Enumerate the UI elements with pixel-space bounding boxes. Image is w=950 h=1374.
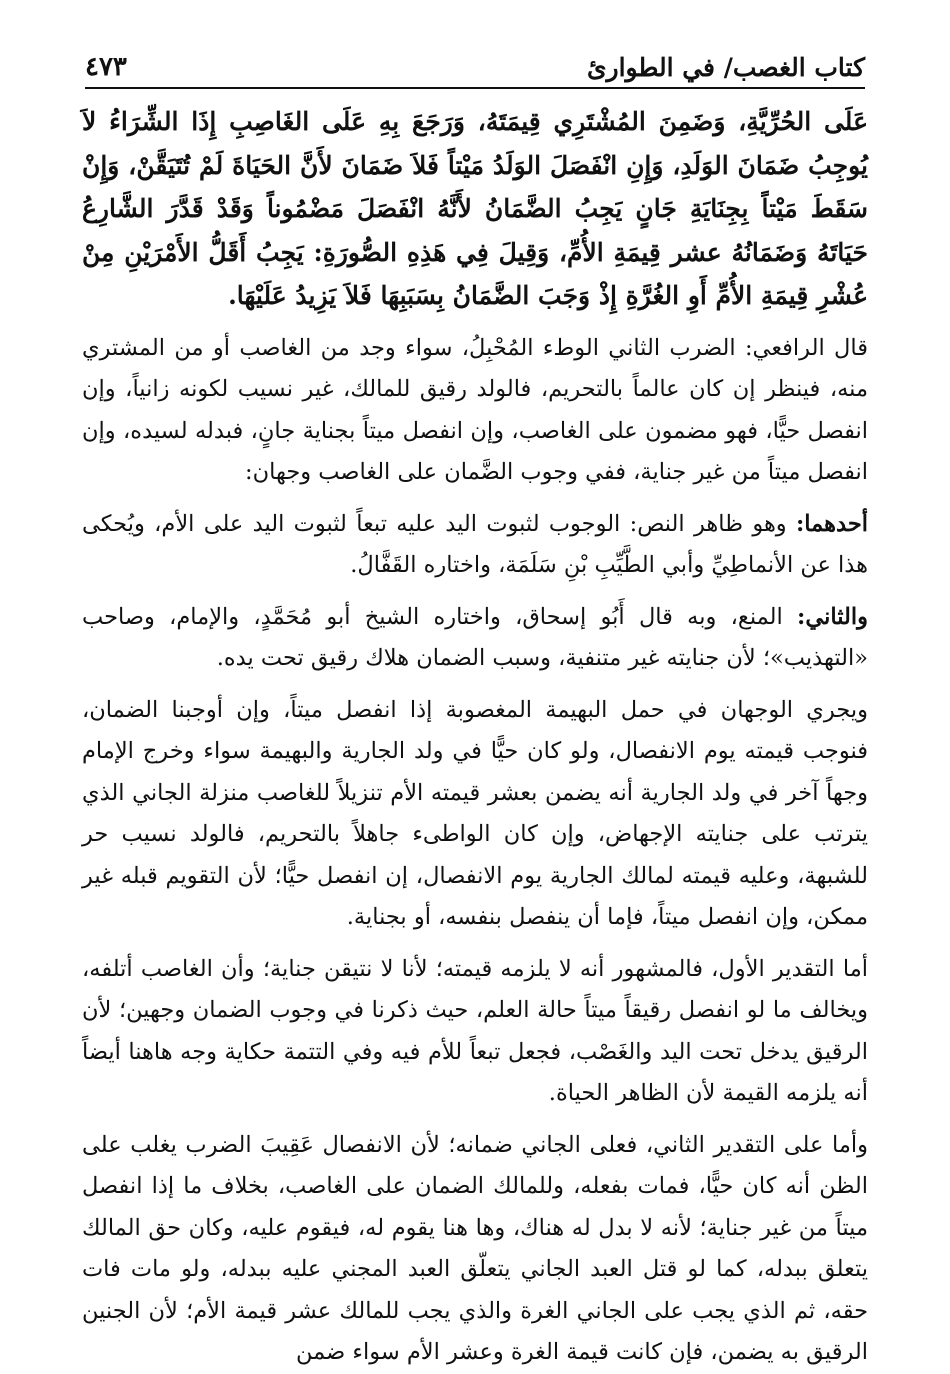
- commentary-paragraph: [82, 690, 868, 939]
- paragraph-text: ويجري الوجهان في حمل البهيمة المغصوبة إذا انفصل ميتاً، وإن أوجبنا الضمان، فنوجب قيمته يوم الانفصال، ولو كان حيًّا في ولد الجارية والبهيمة سواء وخرج الإمام وجهاً آخر في ولد الجارية أنه يضمن بعشر قيمته الأم تنزيلاً للغاصب منزلة الجاني الذي يترتب على جنايته الإجهاض، وإن كان الواطىء جاهلاً بالتحريم، فالولد نسيب حر للشبهة، وعليه قيمته لمالك الجارية يوم الانفصال، إن انفصل حيًّا؛ لأن التقويم قبله غير ممكن، وإن انفصل ميتاً، فإما أن ينفصل بنفسه، أو بجناية.: [82, 696, 868, 930]
- paragraph-text: وهو ظاهر النص: الوجوب لثبوت اليد عليه تبعاً لثبوت اليد على الأم، ويُحكى هذا عن الأنماطِيِّ وأبي الطَّيِّبِ بْنِ سَلَمَة، واختاره القَفَّالُ.: [82, 510, 868, 578]
- commentary-paragraph: [82, 949, 868, 1115]
- commentary-paragraph: [82, 1125, 868, 1374]
- commentary-paragraph: [82, 597, 868, 680]
- paragraph-lead: أحدهما:: [795, 510, 868, 537]
- header-title: كتاب الغصب/ في الطوارئ: [586, 53, 865, 82]
- paragraph-lead: والثاني:: [797, 603, 868, 630]
- paragraph-text: المنع، وبه قال أَبُو إسحاق، واختاره الشيخ أبو مُحَمَّدٍ، والإمام، وصاحب «التهذيب»؛ لأن جنايته غير متنفية، وسبب الضمان هلاك رقيق تحت يده.: [82, 603, 868, 671]
- running-header: [85, 38, 865, 82]
- matn-text: عَلَى الحُرِّيَّةِ، وَضَمِنَ المُشْتَرِي قِيمَتَهُ، وَرَجَعَ بِهِ عَلَى الغَاصِبِ إِذَا الشِّرَاءُ لاَ يُوجِبُ ضَمَانَ الوَلَدِ، وَإِنِ انْفَصَلَ الوَلَدُ مَيْتاً فَلاَ ضَمَانَ لأَنَّ الحَيَاةَ لَمْ تُتَيَقَّنْ، وَإِنْ سَقَطَ مَيْتاً بِجِنَايَةِ جَانٍ يَجِبُ الضَّمَانُ لأَنَّهُ انْفَصَلَ مَضْمُوناً وَقَدْ قَدَّرَ الشَّارِعُ حَيَاتَهُ وَضَمَانُهُ عشر قِيمَةِ الأُمِّ، وَقِيلَ فِي هَذِهِ الصُّورَةِ: يَجِبُ أَقَلُّ الأَمْرَيْنِ مِنْ عُشْرِ قِيمَةِ الأُمِّ أَوِ الغُرَّةِ إِذْ وَجَبَ الضَّمَانُ بِسَبَبِهَا فَلاَ يَزِيدُ عَلَيْهَا.: [82, 107, 868, 310]
- paragraph-text: وأما على التقدير الثاني، فعلى الجاني ضمانه؛ لأن الانفصال عَقِيبَ الضرب يغلب على الظن أنه كان حيًّا، فمات بفعله، وللمالك الضمان على الغاصب، بخلاف ما إذا انفصل ميتاً من غير جناية؛ لأنه لا بدل له هناك، وها هنا يقوم له، فيقوم عليه، وكان حق المالك يتعلق ببدله، كما لو قتل العبد الجاني يتعلّق العبد المجني عليه ببدله، ولو مات فات حقه، ثم الذي يجب على الجاني الغرة والذي يجب للمالك عشر قيمة الأم؛ لأن الجنين الرقيق به يضمن، فإن كانت قيمة الغرة وعشر الأم سواء ضمن: [82, 1131, 868, 1365]
- page-body: [82, 100, 868, 1365]
- header-rule: [85, 87, 865, 89]
- commentary-paragraph: [82, 328, 868, 494]
- page-number: ٤٧٣: [85, 52, 127, 82]
- commentary-paragraph: [82, 504, 868, 587]
- paragraph-text: أما التقدير الأول، فالمشهور أنه لا يلزمه قيمته؛ لأنا لا نتيقن جناية؛ وأن الغاصب أتلفه، ويخالف ما لو انفصل رقيقاً ميتاً حالة العلم، حيث ذكرنا في وجوب الضمان وجهين؛ لأن الرقيق يدخل تحت اليد والغَصْب، فجعل تبعاً للأم فيه وفي التتمة حكاية وجه هاهنا أيضاً أنه يلزمه القيمة لأن الظاهر الحياة.: [82, 955, 868, 1106]
- paragraph-text: قال الرافعي: الضرب الثاني الوطء المُحْبِلُ، سواء وجد من الغاصب أو من المشتري منه، فينظر إن كان عالماً بالتحريم، فالولد رقيق للمالك، غير نسيب لكونه زانياً، وإن انفصل حيًّا، فهو مضمون على الغاصب، وإن انفصل ميتاً بجناية جانٍ، فبدله لسيده، وإن انفصل ميتاً من غير جناية، ففي وجوب الضَّمان على الغاصب وجهان:: [82, 334, 868, 485]
